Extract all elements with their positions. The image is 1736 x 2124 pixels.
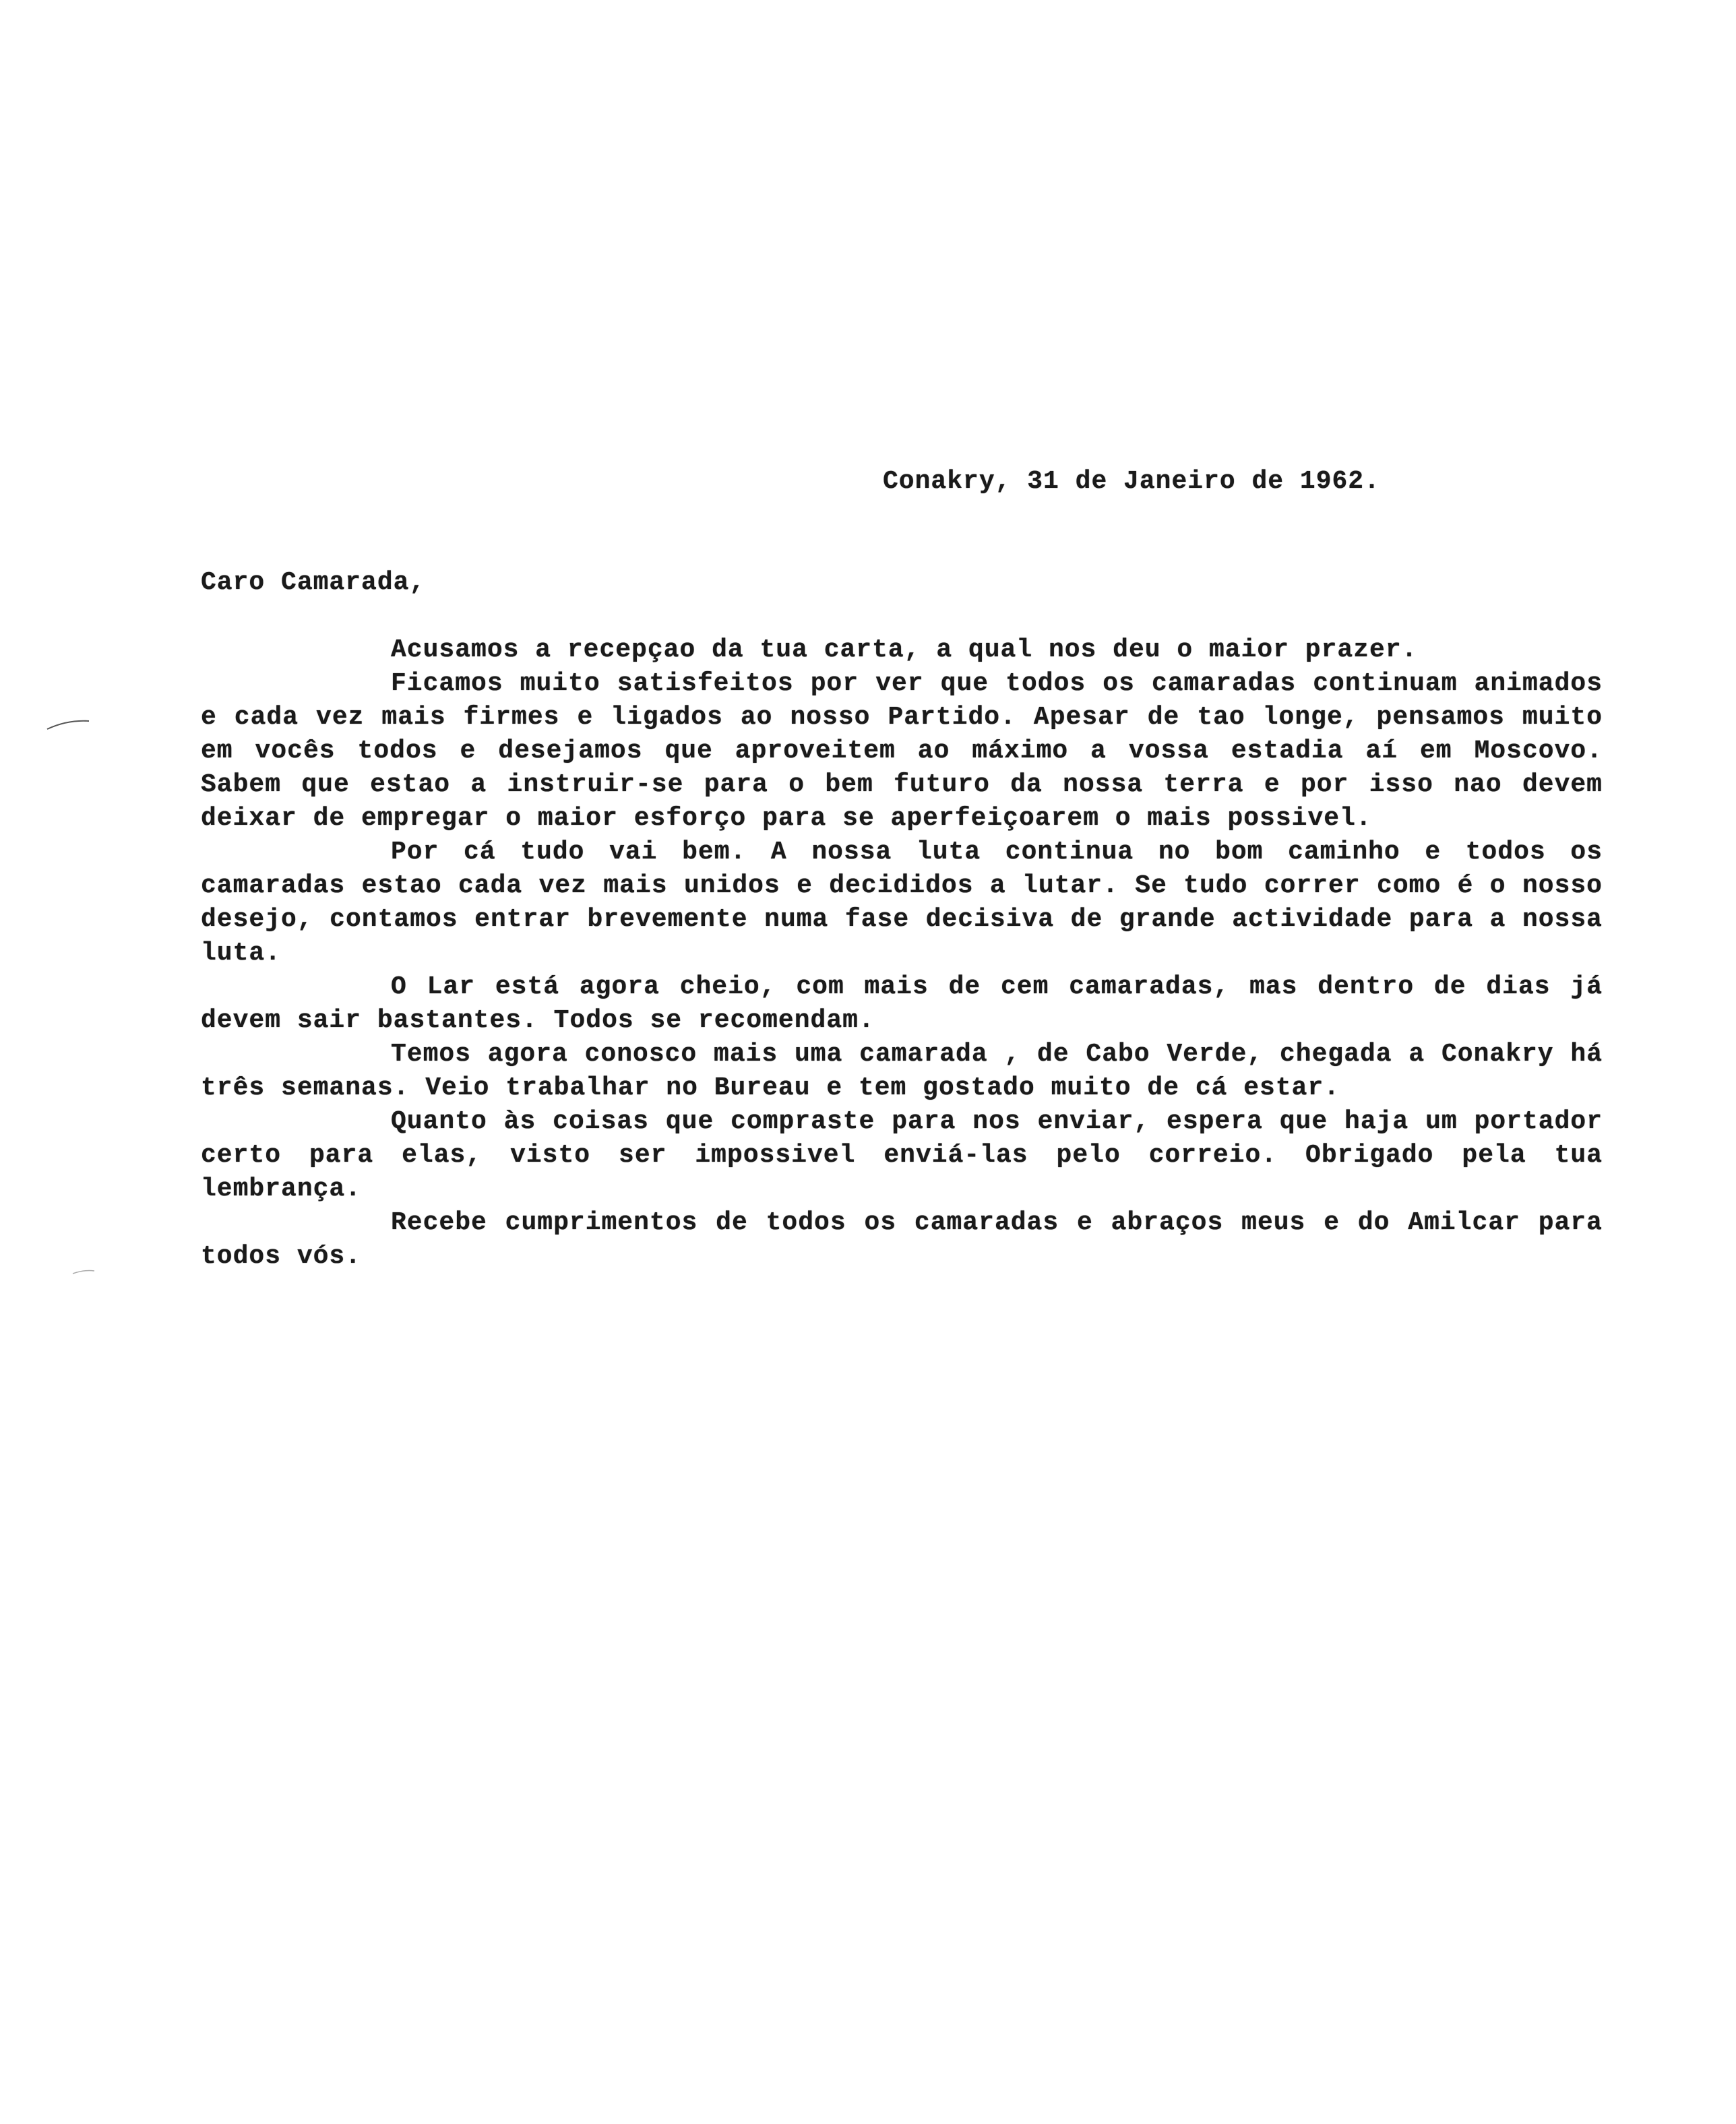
paragraph-closing: Recebe cumprimentos de todos os camaradas e abraços meus e do Amilcar para todos vós. — [201, 1208, 1603, 1271]
letter-body — [201, 633, 1603, 1274]
paragraph-new-comrade: Temos agora conosco mais uma camarada , de Cabo Verde, chegada a Conakry há três semanas. Veio trabalhar no Bureau e tem gostado muito de cá estar. — [201, 1040, 1603, 1102]
paragraph-comrades: Ficamos muito satisfeitos por ver que todos os camaradas continuam animados e cada vez mais firmes e ligados ao nosso Partido. Apesar de tao longe, pensamos muito em vocês todos e desejamos que aproveitem ao máximo a vossa estadia aí em Moscovo. Sabem que estao a instruir-se para o bem futuro da nossa terra e por isso nao devem deixar de empregar o maior esforço para se aperfeiçoarem o mais possivel. — [201, 669, 1603, 833]
paragraph-receipt: Acusamos a recepçao da tua carta, a qual nos deu o maior prazer. — [391, 635, 1418, 664]
margin-faint-mark — [73, 1271, 94, 1274]
letter-date: Conakry, 31 de Janeiro de 1962. — [883, 467, 1380, 496]
paragraph-lar: O Lar está agora cheio, com mais de cem camaradas, mas dentro de dias já devem sair bastantes. Todos se recomendam. — [201, 972, 1603, 1035]
letter-salutation: Caro Camarada, — [201, 568, 426, 597]
paragraph-struggle: Por cá tudo vai bem. A nossa luta continua no bom caminho e todos os camaradas estao cada vez mais unidos e decididos a lutar. Se tudo correr como é o nosso desejo, contamos entrar brevemente numa fase decisiva de grande actividade para a nossa luta. — [201, 838, 1603, 968]
paragraph-shipment: Quanto às coisas que compraste para nos enviar, espera que haja um portador certo para elas, visto ser impossivel enviá-las pelo correio. Obrigado pela tua lembrança. — [201, 1107, 1603, 1204]
margin-pencil-mark — [47, 721, 89, 729]
